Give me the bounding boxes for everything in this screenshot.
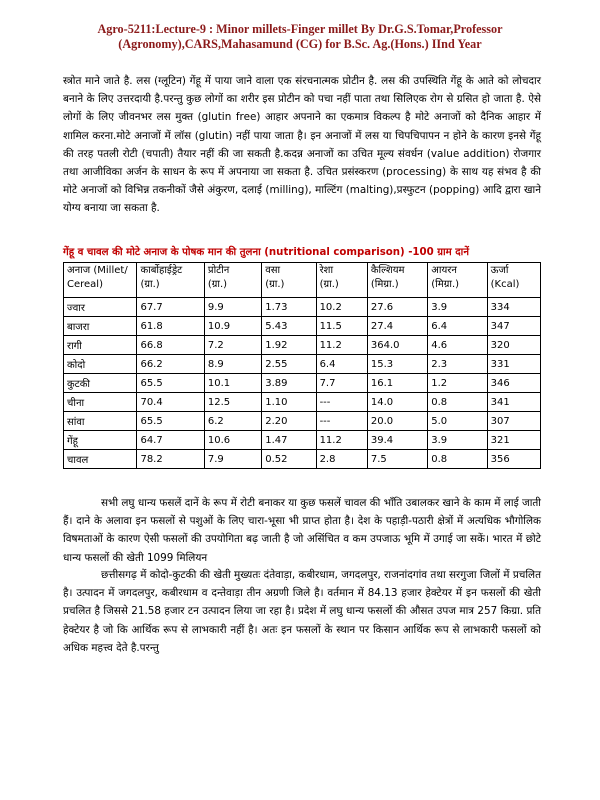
table-cell: 3.9 <box>428 298 487 317</box>
header-cell-fat: वसा (ग्रा.) <box>262 263 316 298</box>
table-cell: 341 <box>487 393 540 412</box>
table-cell: 1.92 <box>262 336 316 355</box>
table-title: गेंहू व चावल की मोटे अनाज के पोषक मान की तुलना (nutritional comparison) -100 ग्राम दानें <box>63 247 469 258</box>
page-header <box>60 22 540 52</box>
header-cell-carbohydrate: कार्बोहाईड्रेट (ग्रा.) <box>137 263 204 298</box>
table-cell: 346 <box>487 374 540 393</box>
header-line-2: (Agronomy),CARS,Mahasamund (CG) for B.Sc. Ag.(Hons.) IInd Year <box>118 37 482 51</box>
table-cell: 67.7 <box>137 298 204 317</box>
table-cell: 0.52 <box>262 450 316 469</box>
table-cell: 11.2 <box>316 336 367 355</box>
table-cell: 7.5 <box>367 450 427 469</box>
paragraph-usage: सभी लघु धान्य फसलें दानें के रूप में रोटी बनाकर या कुछ फसलें चावल की भाँति उबालकर खाने के काम में लाई जाती हैं। दाने के अलावा इन फसलों से पशुओं के लिए चारा-भूसा भी प्राप्त होता है। देश के पहाड़ी-पठारी क्षेत्रों में अत्यधिक भौगोलिक विषमताओं के कारण ऐसी फसलों की उपयोगिता बढ़ जाती है जो असिंचित व कम उपजाऊ भूमि में उगाई जा सकें। भारत में छोटे धान्य फसलों की खेती 1099 मिलियन <box>63 497 541 564</box>
table-cell: 320 <box>487 336 540 355</box>
grain-name-cell: चावल <box>64 450 137 469</box>
table-cell: 78.2 <box>137 450 204 469</box>
table-cell: 10.9 <box>204 317 261 336</box>
table-cell: 10.1 <box>204 374 261 393</box>
table-cell: 11.2 <box>316 431 367 450</box>
table-cell: 10.6 <box>204 431 261 450</box>
table-cell: 27.6 <box>367 298 427 317</box>
header-cell-fibre: रेशा (ग्रा.) <box>316 263 367 298</box>
table-cell: 1.73 <box>262 298 316 317</box>
grain-name-cell: कोदो <box>64 355 137 374</box>
table-cell: 64.7 <box>137 431 204 450</box>
nutrition-table <box>63 262 541 469</box>
table-row <box>64 336 541 355</box>
table-cell: 27.4 <box>367 317 427 336</box>
table-cell: 3.9 <box>428 431 487 450</box>
table-cell: 61.8 <box>137 317 204 336</box>
table-cell: 7.9 <box>204 450 261 469</box>
table-cell: 7.7 <box>316 374 367 393</box>
grain-name-cell: सांवा <box>64 412 137 431</box>
table-cell: 11.5 <box>316 317 367 336</box>
table-cell: 364.0 <box>367 336 427 355</box>
table-cell: 0.8 <box>428 450 487 469</box>
table-cell: 65.5 <box>137 412 204 431</box>
table-cell: --- <box>316 393 367 412</box>
grain-name-cell: गेंहू <box>64 431 137 450</box>
table-cell: 5.43 <box>262 317 316 336</box>
header-cell-calcium: कैल्शियम (मिग्रा.) <box>367 263 427 298</box>
table-cell: 2.8 <box>316 450 367 469</box>
table-cell: 331 <box>487 355 540 374</box>
table-cell: 6.2 <box>204 412 261 431</box>
table-cell: 6.4 <box>316 355 367 374</box>
grain-name-cell: चीना <box>64 393 137 412</box>
table-row <box>64 412 541 431</box>
table-cell: 2.3 <box>428 355 487 374</box>
table-cell: 66.8 <box>137 336 204 355</box>
header-cell-protein: प्रोटीन (ग्रा.) <box>204 263 261 298</box>
header-cell-grain: अनाज (Millet/ Cereal) <box>64 263 137 298</box>
table-row <box>64 393 541 412</box>
table-cell: 3.89 <box>262 374 316 393</box>
grain-name-cell: ज्वार <box>64 298 137 317</box>
table-cell: 70.4 <box>137 393 204 412</box>
table-cell: 16.1 <box>367 374 427 393</box>
header-line-1: Agro-5211:Lecture-9 : Minor millets-Finger millet By Dr.G.S.Tomar,Professor <box>97 22 503 36</box>
table-row <box>64 298 541 317</box>
table-cell: 347 <box>487 317 540 336</box>
table-cell: 14.0 <box>367 393 427 412</box>
table-cell: 321 <box>487 431 540 450</box>
paragraph-chhattisgarh: छत्तीसगढ़ में कोदो-कुटकी की खेती मुख्यतः दंतेवाड़ा, कबीरधाम, जगदलपुर, राजनांदगांव तथा सरगुजा जिलों में प्रचलित है। उत्पादन में जगदलपुर, कबीरधाम व दन्तेवाड़ा तीन अग्रणी जिले है। वर्तमान में 84.13 हजार हेक्टेयर में इन फसलों की खेती प्रचलित है जिससे 21.58 हजार टन उत्पादन लिया जा रहा है। प्रदेश में लघु धान्य फसलों की औसत उपज मात्र 257 किग्रा. प्रति हेक्टेयर है जो कि आर्थिक रूप से लाभकारी नहीं है। अतः इन फसलों के स्थान पर किसान आर्थिक रूप से लाभकारी फसलों को अधिक महत्त्व देते है.परन्तु <box>63 569 541 654</box>
table-cell: 307 <box>487 412 540 431</box>
table-row <box>64 355 541 374</box>
table-cell: 20.0 <box>367 412 427 431</box>
grain-name-cell: रागी <box>64 336 137 355</box>
table-cell: 8.9 <box>204 355 261 374</box>
table-cell: 6.4 <box>428 317 487 336</box>
grain-name-cell: कुटकी <box>64 374 137 393</box>
table-cell: 1.2 <box>428 374 487 393</box>
table-row <box>64 374 541 393</box>
table-cell: 356 <box>487 450 540 469</box>
table-row <box>64 317 541 336</box>
table-header-row <box>64 263 541 298</box>
table-cell: 1.47 <box>262 431 316 450</box>
table-cell: 2.20 <box>262 412 316 431</box>
table-cell: 0.8 <box>428 393 487 412</box>
table-cell: 9.9 <box>204 298 261 317</box>
table-cell: 7.2 <box>204 336 261 355</box>
grain-name-cell: बाजरा <box>64 317 137 336</box>
table-row <box>64 450 541 469</box>
table-cell: 1.10 <box>262 393 316 412</box>
table-cell: 15.3 <box>367 355 427 374</box>
table-cell: 5.0 <box>428 412 487 431</box>
table-cell: 10.2 <box>316 298 367 317</box>
table-row <box>64 431 541 450</box>
table-cell: 65.5 <box>137 374 204 393</box>
header-cell-energy: ऊर्जा (Kcal) <box>487 263 540 298</box>
table-cell: 334 <box>487 298 540 317</box>
table-cell: 4.6 <box>428 336 487 355</box>
table-body <box>64 298 541 469</box>
table-cell: 12.5 <box>204 393 261 412</box>
table-cell: 39.4 <box>367 431 427 450</box>
table-cell: 66.2 <box>137 355 204 374</box>
paragraph-gluten: स्त्रोत माने जाते है. लस (ग्लूटिन) गेंहू में पाया जाने वाला एक संरचनात्मक प्रोटीन है. लस की उपस्थिति गेंहू के आते को लोचदार बनाने के लिए उत्तरदायी है.परन्तु कुछ लोगों का शरीर इस प्रोटीन को पचा नहीं पाता तथा सिलिएक रोग से ग्रसित हो जाता है. ऐसे लोगों के लिए जीवनभर लस मुक्त (glutin free) आहार अपनाने का एकमात्र विकल्प है मोटे अनाजों को दैनिक आहार में शामिल करना.मोटे अनाजों में लॉस (glutin) नहीं पाया जाता है। इन अनाजों में लस या चिपचिपापन न होने के कारण इनसे गेंहू की तरह पतली रोटी (चपाती) तैयार नहीं की जा सकती है.कदन्न अनाजों का उचित मूल्य संवर्धन (value addition) रोजगार तथा आजीविका अर्जन के साधन के रूप में अपनाया जा सकता है. उचित प्रसंस्करण (processing) के साथ यह संभव है की मोटे अनाजों को विभिन्न तकनीकों जैसे अंकुरण, दलाई (milling), माल्टिंग (malting),प्रस्फुटन (popping) आदि द्वारा खाने योग्य बनाया जा सकता है. <box>63 75 541 215</box>
table-cell: --- <box>316 412 367 431</box>
header-cell-iron: आयरन (मिग्रा.) <box>428 263 487 298</box>
table-cell: 2.55 <box>262 355 316 374</box>
